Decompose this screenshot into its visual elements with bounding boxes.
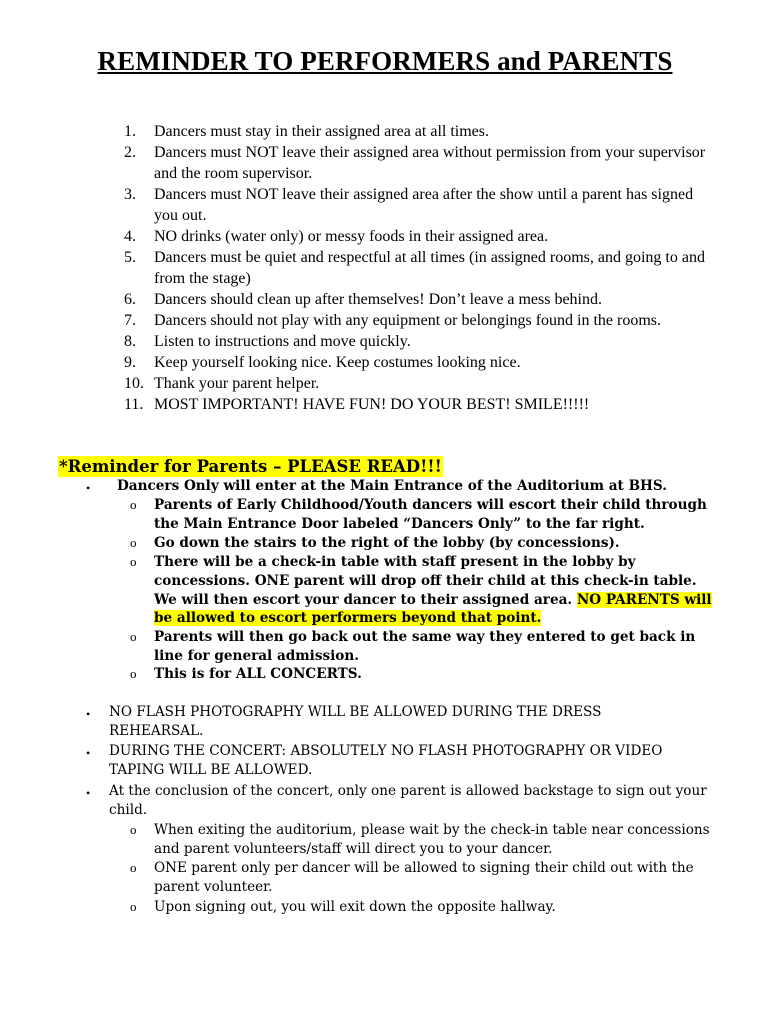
list-item [0, 184, 770, 226]
item-number: 1. [124, 123, 136, 140]
item-text: Thank your parent helper. [154, 375, 320, 392]
sub-bullet-icon: o [130, 535, 137, 550]
item-number: 4. [124, 228, 136, 245]
check-in-instruction [154, 553, 714, 628]
item-text: Dancers should not play with any equipment or belongings found in the rooms. [154, 312, 662, 329]
item-text: Dancers must NOT leave their assigned area after the show until a parent has signed you out. [154, 186, 694, 224]
list-item [0, 142, 770, 184]
item-text: MOST IMPORTANT! HAVE FUN! DO YOUR BEST! SMILE!!!!! [154, 396, 590, 413]
item-text: Dancers must stay in their assigned area at all times. [154, 123, 490, 140]
exit-wait-note: When exiting the auditorium, please wait by the check-in table near concessions and parent volunteers/staff will direct you to your dancer. [154, 822, 710, 857]
item-number: 3. [124, 186, 136, 203]
page-title: REMINDER TO PERFORMERS and PARENTS [97, 46, 673, 76]
backstage-signout-rule: At the conclusion of the concert, only one parent is allowed backstage to sign out your child. [109, 783, 707, 818]
item-number: 8. [124, 333, 136, 350]
item-number: 2. [124, 144, 136, 161]
bullet-icon: • [86, 707, 91, 721]
list-item [0, 121, 770, 142]
sub-bullet-icon: o [130, 497, 137, 512]
list-item [0, 247, 770, 289]
item-text: Keep yourself looking nice. Keep costumes looking nice. [154, 354, 521, 371]
item-number: 6. [124, 291, 136, 308]
bullet-icon: • [86, 786, 91, 800]
bullet-icon: • [86, 746, 91, 760]
escort-instruction: Parents of Early Childhood/Youth dancers will escort their child through the Main Entrance Door labeled “Dancers Only” to the far right. [154, 497, 707, 532]
sub-bullet-icon: o [130, 666, 137, 681]
sub-bullet-icon: o [130, 860, 137, 875]
sub-bullet-icon: o [130, 554, 137, 569]
item-text: NO drinks (water only) or messy foods in their assigned area. [154, 228, 549, 245]
stairs-instruction: Go down the stairs to the right of the lobby (by concessions). [154, 535, 620, 551]
concert-photo-rule: DURING THE CONCERT: ABSOLUTELY NO FLASH PHOTOGRAPHY OR VIDEO TAPING WILL BE ALLOWED. [109, 743, 663, 778]
list-item [0, 394, 770, 415]
rehearsal-photo-rule: NO FLASH PHOTOGRAPHY WILL BE ALLOWED DURING THE DRESS REHEARSAL. [109, 704, 602, 739]
all-concerts-note: This is for ALL CONCERTS. [154, 666, 362, 682]
list-item [0, 352, 770, 373]
list-item [0, 289, 770, 310]
sub-bullet-icon: o [130, 822, 137, 837]
item-number: 10. [124, 375, 144, 392]
check-in-text: There will be a check-in table with staff present in the lobby by concessions. ONE parent will drop off their child at this check-in table. We will then escort your dancer to their assigned area. [154, 554, 697, 608]
parents-reminder-heading: *Reminder for Parents – PLEASE READ!!! [59, 457, 442, 476]
item-number: 5. [124, 249, 136, 266]
item-text: Dancers must be quiet and respectful at all times (in assigned rooms, and going to and from the stage) [154, 249, 705, 287]
list-item [0, 310, 770, 331]
return-instruction: Parents will then go back out the same way they entered to get back in line for general admission. [154, 629, 696, 664]
item-number: 9. [124, 354, 136, 371]
list-item [0, 226, 770, 247]
exit-hallway-note: Upon signing out, you will exit down the opposite hallway. [154, 899, 556, 915]
item-text: Dancers should clean up after themselves! Don’t leave a mess behind. [154, 291, 602, 308]
list-item [0, 331, 770, 352]
bullet-icon: • [86, 481, 91, 495]
list-item [0, 373, 770, 394]
item-number: 7. [124, 312, 136, 329]
no-parents-warning: NO PARENTS will be allowed to escort performers beyond that point. [154, 591, 712, 627]
sub-bullet-icon: o [130, 899, 137, 914]
performer-rules-list [0, 121, 770, 415]
item-text: Listen to instructions and move quickly. [154, 333, 411, 350]
sub-bullet-icon: o [130, 629, 137, 644]
item-text: Dancers must NOT leave their assigned area without permission from your supervisor and the room supervisor. [154, 144, 706, 182]
dancers-entrance-note: Dancers Only will enter at the Main Entrance of the Auditorium at BHS. [117, 478, 667, 494]
item-number: 11. [124, 396, 144, 413]
one-parent-note: ONE parent only per dancer will be allowed to signing their child out with the parent volunteer. [154, 860, 694, 895]
